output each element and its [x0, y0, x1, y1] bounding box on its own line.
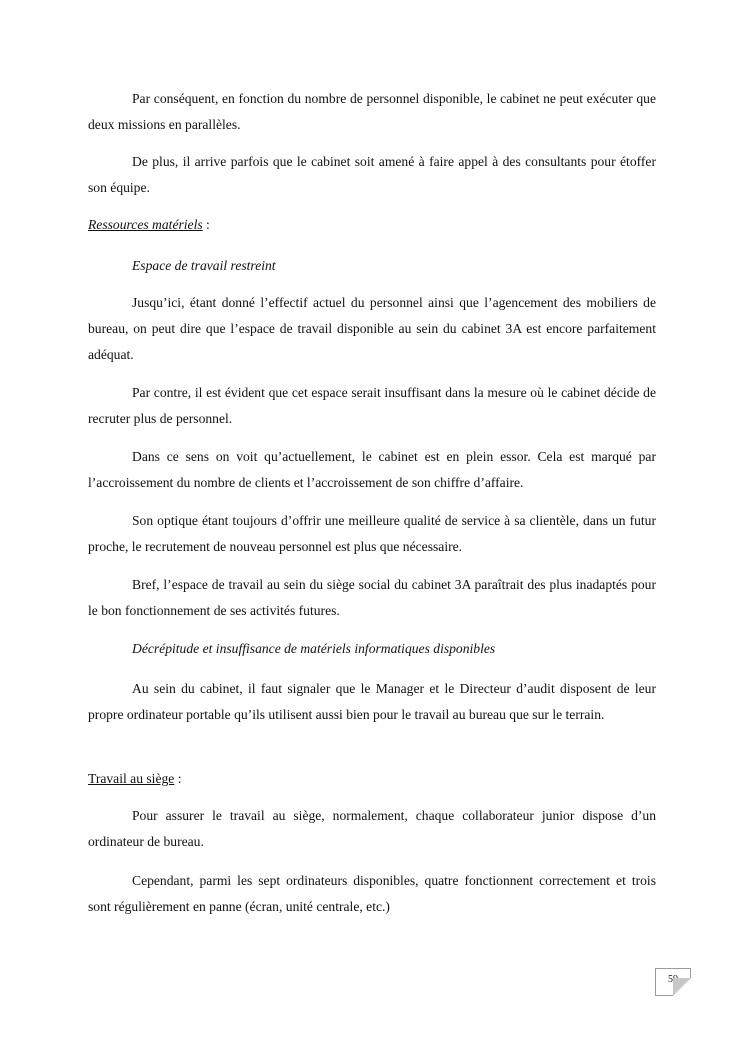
paragraph-essor: Dans ce sens on voit qu’actuellement, le cabinet est en plein essor. Cela est marqué par l’accroissement du nombre de clients et l’accroissement de son chiffre d’affaire. [88, 449, 656, 490]
paragraph-ordinateurs-portables: Au sein du cabinet, il faut signaler que le Manager et le Directeur d’audit disposent de leur propre ordinateur portable qu’ils utilisent aussi bien pour le travail au bureau que sur le terrain. [88, 681, 656, 722]
page-curl-decoration [673, 978, 691, 996]
heading-ressources-label: Ressources matériels [88, 217, 203, 232]
paragraph-inadaptes: Bref, l’espace de travail au sein du siège social du cabinet 3A paraîtrait des plus inadaptés pour le bon fonctionnement de ses activités futures. [88, 577, 656, 618]
heading-ressources-colon: : [202, 217, 210, 232]
paragraph-ordinateur-bureau: Pour assurer le travail au siège, normalement, chaque collaborateur junior dispose d’un ordinateur de bureau. [88, 808, 656, 849]
subheading-decrepitude: Décrépitude et insuffisance de matériels informatiques disponibles [132, 641, 496, 656]
heading-travail-siege [88, 766, 182, 792]
subheading-espace-travail: Espace de travail restreint [132, 258, 276, 273]
page-number-box [655, 968, 691, 996]
paragraph-missions: Par conséquent, en fonction du nombre de personnel disponible, le cabinet ne peut exécuter que deux missions en parallèles. [88, 91, 656, 132]
paragraph-consultants: De plus, il arrive parfois que le cabinet soit amené à faire appel à des consultants pour étoffer son équipe. [88, 154, 656, 195]
paragraph-recrutement: Son optique étant toujours d’offrir une meilleure qualité de service à sa clientèle, dans un futur proche, le recrutement de nouveau personnel est plus que nécessaire. [88, 513, 656, 554]
page-number: 59 [668, 974, 678, 985]
paragraph-espace-insuffisant: Par contre, il est évident que cet espace serait insuffisant dans la mesure où le cabinet décide de recruter plus de personnel. [88, 385, 656, 426]
paragraph-ordinateurs-panne: Cependant, parmi les sept ordinateurs disponibles, quatre fonctionnent correctement et trois sont régulièrement en panne (écran, unité centrale, etc.) [88, 873, 656, 914]
heading-ressources-materiels [88, 212, 210, 238]
paragraph-espace-adequat: Jusqu’ici, étant donné l’effectif actuel du personnel ainsi que l’agencement des mobiliers de bureau, on peut dire que l’espace de travail disponible au sein du cabinet 3A est encore parfaitement adéquat. [88, 295, 656, 362]
heading-travail-label: Travail au siège [88, 771, 175, 786]
heading-travail-colon: : [174, 771, 182, 786]
